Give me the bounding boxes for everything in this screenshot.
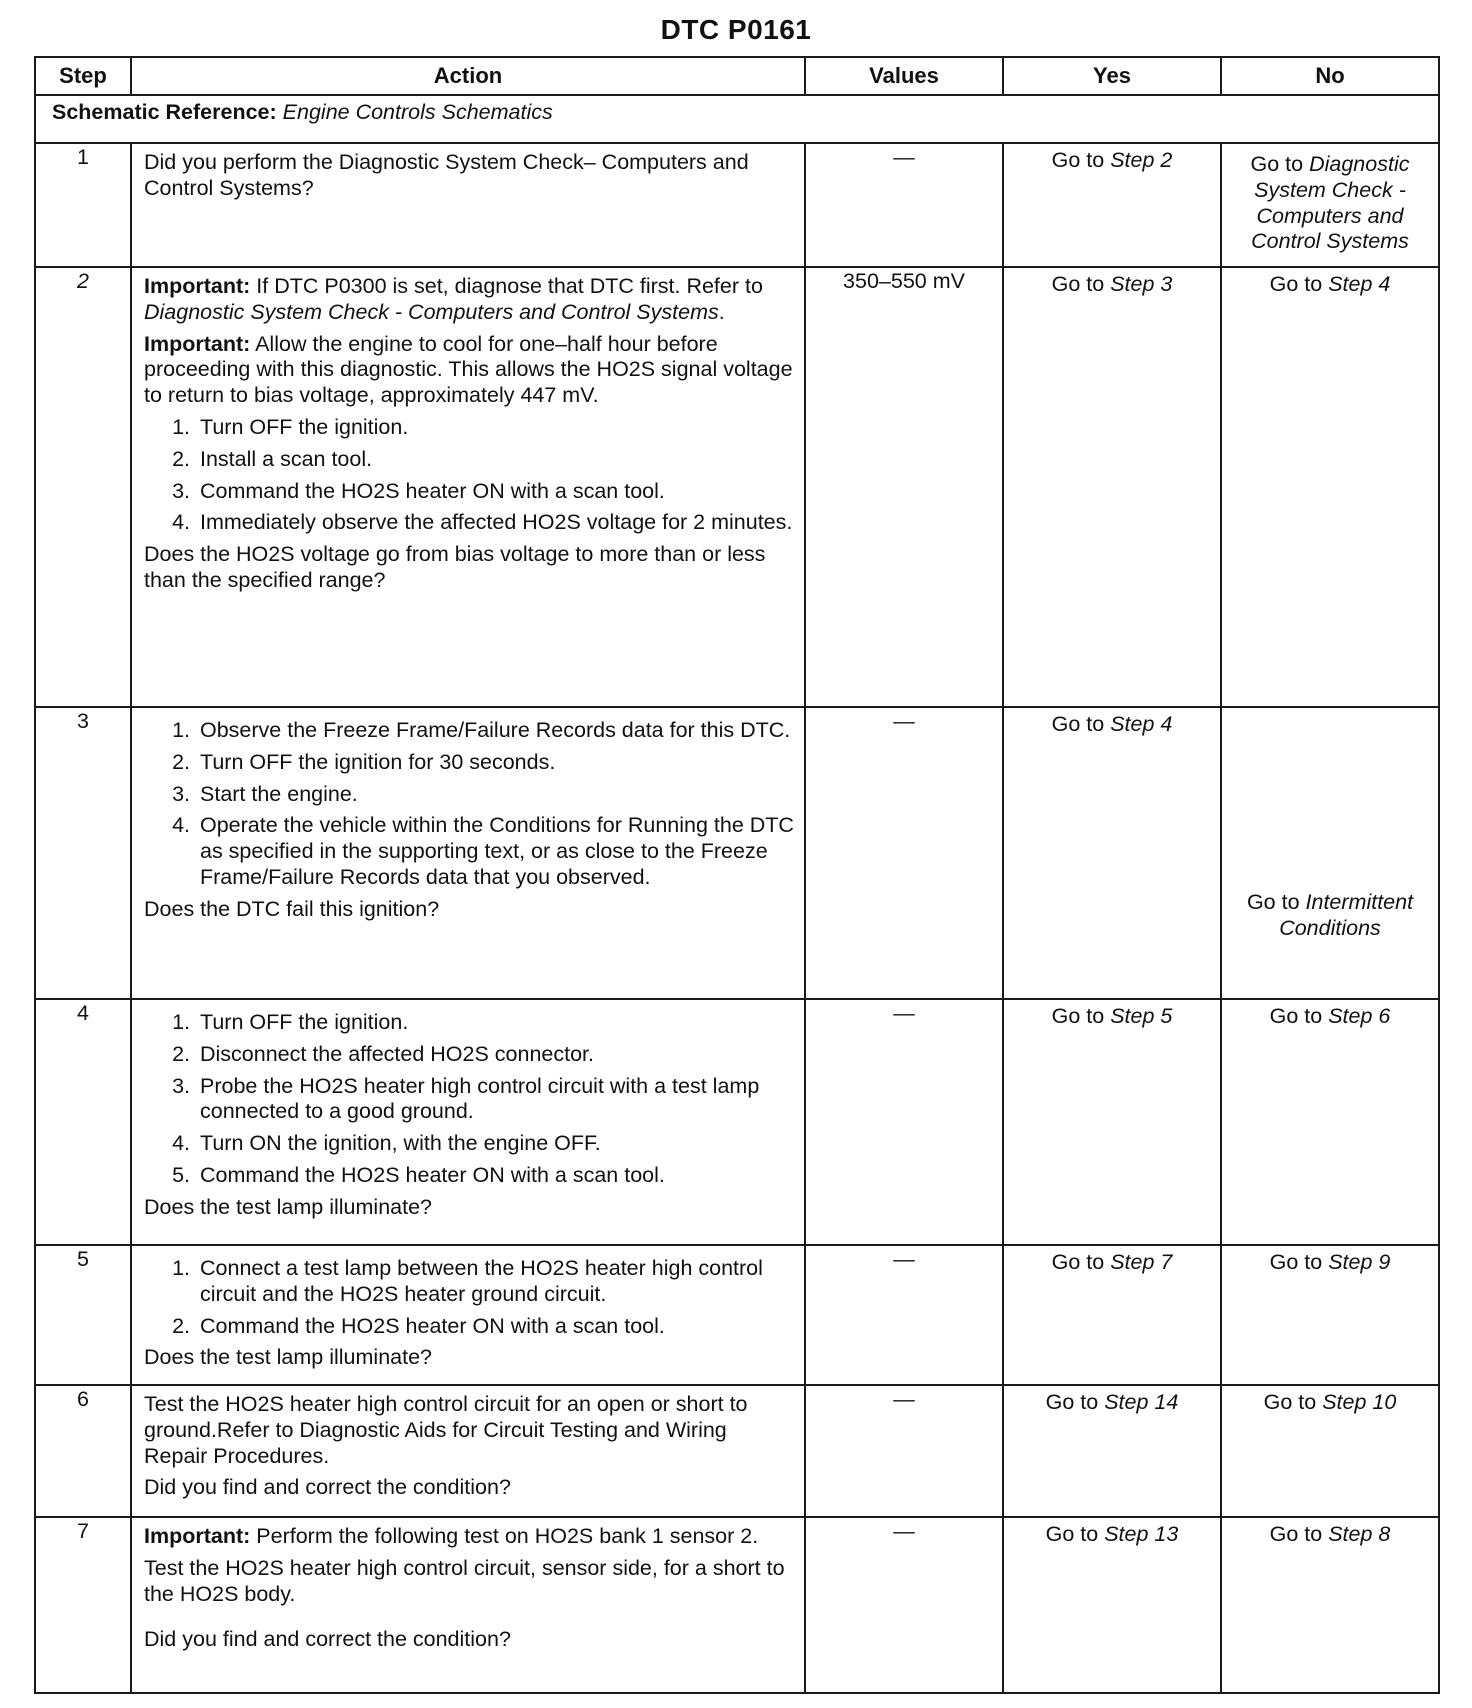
step-number: 1: [35, 143, 131, 267]
important-label: Important:: [144, 274, 251, 298]
important-text: Perform the following test on HO2S bank 1 sensor 2.: [256, 1524, 759, 1548]
step-number: 5: [35, 1245, 131, 1385]
goto-label: Go to: [1246, 890, 1300, 915]
page-title: DTC P0161: [660, 14, 812, 45]
goto-label: Go to: [1051, 1004, 1105, 1028]
procedure-step: 1. Turn OFF the ignition.: [196, 1010, 794, 1036]
goto-step-link[interactable]: Step 4: [1328, 272, 1391, 296]
important-label: Important:: [144, 1524, 251, 1548]
yes-cell: [1003, 707, 1221, 999]
important-text: If DTC P0300 is set, diagnose that DTC first. Refer to: [256, 274, 763, 298]
procedure-list: [144, 415, 794, 536]
instruction-text: Test the HO2S heater high control circuit, sensor side, for a short to the HO2S body.: [144, 1555, 785, 1606]
header-no: No: [1221, 57, 1439, 95]
goto-step-link[interactable]: Step 2: [1110, 148, 1173, 172]
yes-cell: [1003, 1385, 1221, 1517]
no-cell: [1221, 1517, 1439, 1693]
goto-label: Go to: [1269, 272, 1323, 296]
instruction-text: Test the HO2S heater high control circuit for an open or short to ground.Refer to Diagnostic Aids for Circuit Testing and Wiring Repair Procedures.: [144, 1392, 748, 1468]
table-row: [35, 707, 1439, 999]
schematic-label: Schematic Reference:: [52, 100, 277, 124]
procedure-step: 4. Turn ON the ignition, with the engine OFF.: [196, 1131, 794, 1157]
procedure-step: 1. Turn OFF the ignition.: [196, 415, 794, 441]
goto-label: Go to: [1045, 1390, 1099, 1414]
procedure-step: 3. Command the HO2S heater ON with a scan tool.: [196, 479, 794, 505]
value-cell: —: [805, 707, 1003, 999]
yes-cell: [1003, 143, 1221, 267]
header-action: Action: [131, 57, 805, 95]
table-row: [35, 143, 1439, 267]
goto-intermittent-conditions-link[interactable]: Intermittent Conditions: [1279, 890, 1414, 941]
procedure-step: 2. Install a scan tool.: [196, 447, 794, 473]
value-cell: —: [805, 1385, 1003, 1517]
goto-label: Go to: [1051, 712, 1105, 736]
action-cell: [131, 1385, 805, 1517]
goto-label: Go to: [1250, 152, 1304, 176]
no-cell: [1221, 707, 1439, 999]
yes-cell: [1003, 1517, 1221, 1693]
important-label: Important:: [144, 331, 251, 356]
table-row: [35, 1245, 1439, 1385]
value-cell: —: [805, 143, 1003, 267]
goto-label: Go to: [1269, 1250, 1323, 1274]
goto-diagnostic-system-check-link[interactable]: Diagnostic System Check - Computers and Control Systems: [1251, 152, 1410, 254]
goto-step-link[interactable]: Step 10: [1322, 1390, 1397, 1414]
procedure-step: 4. Immediately observe the affected HO2S voltage for 2 minutes.: [196, 510, 794, 536]
header-values: Values: [805, 57, 1003, 95]
yes-cell: [1003, 267, 1221, 707]
schematic-ref: Engine Controls Schematics: [282, 100, 553, 124]
header-step: Step: [35, 57, 131, 95]
table-row: [35, 999, 1439, 1245]
step-number: 3: [35, 707, 131, 999]
yes-cell: [1003, 999, 1221, 1245]
step-number: 7: [35, 1517, 131, 1693]
no-cell: [1221, 999, 1439, 1245]
goto-step-link[interactable]: Step 3: [1110, 272, 1173, 296]
no-cell: [1221, 143, 1439, 267]
goto-step-link[interactable]: Step 7: [1110, 1250, 1173, 1274]
procedure-step: 5. Command the HO2S heater ON with a scan tool.: [196, 1163, 794, 1189]
value-cell: 350–550 mV: [805, 267, 1003, 707]
yes-cell: [1003, 1245, 1221, 1385]
diagnostic-system-check-link[interactable]: Diagnostic System Check - Computers and Control Systems: [144, 299, 719, 324]
header-yes: Yes: [1003, 57, 1221, 95]
procedure-step: 3. Start the engine.: [196, 782, 794, 808]
question-text: Did you find and correct the condition?: [144, 1627, 511, 1652]
action-cell: [131, 1245, 805, 1385]
no-cell: [1221, 267, 1439, 707]
question-text: Does the DTC fail this ignition?: [144, 896, 440, 921]
procedure-step: 2. Turn OFF the ignition for 30 seconds.: [196, 750, 794, 776]
goto-label: Go to: [1051, 148, 1105, 172]
action-cell: [131, 707, 805, 999]
action-cell: [131, 267, 805, 707]
procedure-step: 2. Disconnect the affected HO2S connector.: [196, 1042, 794, 1068]
step-number: 4: [35, 999, 131, 1245]
important-note: [144, 274, 794, 326]
question-text: Did you find and correct the condition?: [144, 1475, 511, 1500]
step-number: 6: [35, 1385, 131, 1517]
schematic-reference-row: [35, 95, 1439, 143]
schematic-reference: [35, 95, 1439, 143]
procedure-step: 2. Command the HO2S heater ON with a scan tool.: [196, 1314, 794, 1340]
procedure-step: 1. Observe the Freeze Frame/Failure Records data for this DTC.: [196, 718, 794, 744]
procedure-step: 4. Operate the vehicle within the Conditions for Running the DTC as specified in the supporting text, or as close to the Freeze Frame/Failure Records data that you observed.: [196, 813, 794, 890]
action-cell: [131, 1517, 805, 1693]
goto-step-link[interactable]: Step 9: [1328, 1250, 1391, 1274]
diagnostic-table: [34, 56, 1440, 1694]
action-cell: [131, 143, 805, 267]
question-text: Does the test lamp illuminate?: [144, 1194, 433, 1219]
value-cell: —: [805, 1245, 1003, 1385]
table-row: [35, 1385, 1439, 1517]
goto-step-link[interactable]: Step 13: [1104, 1522, 1179, 1546]
table-row: [35, 1517, 1439, 1693]
goto-step-link[interactable]: Step 5: [1110, 1004, 1173, 1028]
procedure-step: 1. Connect a test lamp between the HO2S heater high control circuit and the HO2S heater ground circuit.: [196, 1256, 794, 1308]
procedure-list: [144, 1256, 794, 1339]
important-text: Allow the engine to cool for one–half hour before proceeding with this diagnostic. This allows the HO2S signal voltage to return to bias voltage, approximately 447 mV.: [144, 331, 793, 408]
goto-label: Go to: [1263, 1390, 1317, 1414]
action-cell: [131, 999, 805, 1245]
question-text: Did you perform the Diagnostic System Check– Computers and Control Systems?: [144, 150, 749, 200]
no-cell: [1221, 1245, 1439, 1385]
goto-label: Go to: [1051, 272, 1105, 296]
step-number: 2: [35, 267, 131, 707]
goto-label: Go to: [1051, 1250, 1105, 1274]
table-row: [35, 267, 1439, 707]
header-row: [35, 57, 1439, 95]
important-text-end: .: [718, 299, 725, 324]
important-note: [144, 1524, 794, 1550]
important-note: [144, 332, 794, 409]
goto-step-link[interactable]: Step 6: [1328, 1004, 1391, 1028]
goto-label: Go to: [1269, 1004, 1323, 1028]
procedure-step: 3. Probe the HO2S heater high control circuit with a test lamp connected to a good ground.: [196, 1074, 794, 1126]
goto-label: Go to: [1269, 1522, 1323, 1546]
no-cell: [1221, 1385, 1439, 1517]
value-cell: —: [805, 1517, 1003, 1693]
value-cell: —: [805, 999, 1003, 1245]
question-text: Does the HO2S voltage go from bias voltage to more than or less than the specified range?: [144, 542, 766, 592]
goto-label: Go to: [1045, 1522, 1099, 1546]
question-text: Does the test lamp illuminate?: [144, 1345, 433, 1370]
goto-step-link[interactable]: Step 14: [1104, 1390, 1179, 1414]
goto-step-link[interactable]: Step 4: [1110, 712, 1173, 736]
procedure-list: [144, 718, 794, 891]
procedure-list: [144, 1010, 794, 1189]
goto-step-link[interactable]: Step 8: [1328, 1522, 1391, 1546]
